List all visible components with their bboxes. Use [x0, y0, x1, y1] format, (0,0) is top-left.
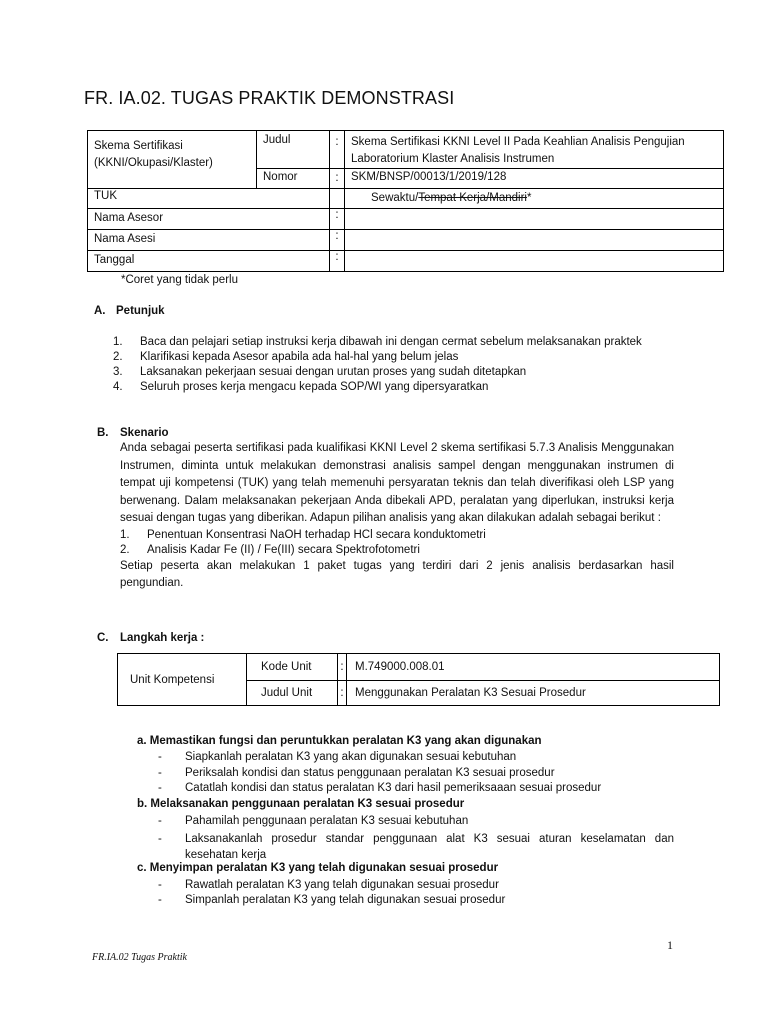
section-b-letter: B. [97, 427, 109, 439]
list-item: 3. Laksanakan pekerjaan sesuai dengan urutan proses yang sudah ditetapkan [113, 366, 527, 378]
list-item: - Periksalah kondisi dan status penggunaan peralatan K3 sesuai prosedur [158, 767, 555, 779]
skema-label-line2: (KKNI/Okupasi/Klaster) [94, 157, 213, 169]
tanggal-label: Tanggal [88, 251, 330, 272]
list-item: 1. Baca dan pelajari setiap instruksi kerja dibawah ini dengan cermat sebelum melaksanakan praktek [113, 336, 642, 348]
scenario-para2: Setiap peserta akan melakukan 1 paket tugas yang terdiri dari 2 jenis analisis berdasarkan hasil pengundian. [120, 559, 674, 589]
asesor-label: Nama Asesor [88, 209, 330, 230]
judul-unit-colon: : [338, 681, 347, 706]
list-item: - Rawatlah peralatan K3 yang telah digunakan sesuai prosedur [158, 879, 499, 891]
nomor-label: Nomor [257, 169, 330, 189]
coret-note: *Coret yang tidak perlu [121, 274, 238, 286]
header-table [87, 130, 724, 272]
list-item: - Pahamilah penggunaan peralatan K3 sesuai kebutuhan [158, 815, 469, 827]
step-b-heading: b. Melaksanakan penggunaan peralatan K3 sesuai prosedur [137, 798, 465, 810]
kode-value: M.749000.008.01 [347, 654, 720, 681]
page-number: 1 [667, 938, 673, 952]
list-item: 2. Analisis Kadar Fe (II) / Fe(III) secara Spektrofotometri [120, 543, 420, 556]
list-item: 2. Klarifikasi kepada Asesor apabila ada hal-hal yang belum jelas [113, 351, 459, 363]
tuk-colon [330, 189, 345, 209]
asesi-colon: : [330, 230, 345, 251]
judul-value-line1: Skema Sertifikasi KKNI Level II Pada Keahlian Analisis Pengujian [351, 136, 685, 148]
nomor-colon: : [330, 169, 345, 189]
section-a-letter: A. [94, 305, 106, 317]
tuk-sewaktu: Sewaktu/ [371, 192, 419, 204]
list-item: - Catatlah kondisi dan status peralatan K3 dari hasil pemeriksaaan sesuai prosedur [158, 782, 602, 794]
tanggal-colon: : [330, 251, 345, 272]
asesor-colon: : [330, 209, 345, 230]
skema-label-line1: Skema Sertifikasi [94, 140, 183, 152]
list-item: - Siapkanlah peralatan K3 yang akan digunakan sesuai kebutuhan [158, 751, 517, 763]
asesor-value [345, 209, 724, 230]
tuk-star: * [526, 192, 532, 204]
tanggal-value [345, 251, 724, 272]
section-c-title: Langkah kerja : [120, 632, 205, 644]
scenario-para1: Anda sebagai peserta sertifikasi pada kualifikasi KKNI Level 2 skema sertifikasi 5.7.3 Analisis Menggunakan Instrumen, diminta untuk melakukan demonstrasi analisis sampel dengan menggunakan instrumen di tempat uji kompetensi (TUK) yang telah memenuhi persyaratan teknis dan telah diverifikasi oleh LSP yang berwenang. Dalam melaksanakan pekerjaan Anda dibekali APD, peralatan yang diperlukan, instruksi kerja sesuai dengan tugas yang diberikan. Adapun pilihan analisis yang akan dilakukan adalah sebagai berikut : [120, 442, 674, 524]
tuk-label: TUK [88, 189, 330, 209]
kode-label: Kode Unit [247, 654, 338, 681]
page-title: FR. IA.02. TUGAS PRAKTIK DEMONSTRASI [84, 88, 455, 108]
asesi-value [345, 230, 724, 251]
judul-label: Judul [257, 131, 330, 169]
step-a-heading: a. Memastikan fungsi dan peruntukkan peralatan K3 yang akan digunakan [137, 735, 542, 747]
step-c-heading: c. Menyimpan peralatan K3 yang telah digunakan sesuai prosedur [137, 862, 499, 874]
section-a-title: Petunjuk [116, 305, 165, 317]
unit-label: Unit Kompetensi [118, 654, 247, 706]
list-item: 1. Penentuan Konsentrasi NaOH terhadap HCl secara konduktometri [120, 528, 486, 541]
list-item: - Laksanakanlah prosedur standar penggunaan alat K3 sesuai aturan keselamatan dan kesehatan kerja [158, 833, 674, 861]
judul-value-line2: Laboratorium Klaster Analisis Instrumen [351, 153, 555, 165]
judul-colon: : [330, 131, 345, 169]
judul-value [345, 131, 724, 169]
asesi-label: Nama Asesi [88, 230, 330, 251]
scenario-text [120, 440, 674, 593]
petunjuk-list [113, 335, 700, 395]
unit-table [117, 653, 720, 706]
judul-unit-label: Judul Unit [247, 681, 338, 706]
kode-colon: : [338, 654, 347, 681]
footer-text: FR.IA.02 Tugas Praktik [92, 952, 187, 963]
tuk-value [345, 189, 724, 209]
tuk-struck: Tempat Kerja/Mandiri [418, 192, 527, 204]
section-b-title: Skenario [120, 427, 169, 439]
nomor-value: SKM/BNSP/00013/1/2019/128 [345, 169, 724, 189]
list-item: 4. Seluruh proses kerja mengacu kepada SOP/WI yang dipersyaratkan [113, 381, 489, 393]
list-item: - Simpanlah peralatan K3 yang telah digunakan sesuai prosedur [158, 894, 506, 906]
section-c-letter: C. [97, 632, 109, 644]
skema-label-cell [88, 131, 257, 189]
judul-unit-value: Menggunakan Peralatan K3 Sesuai Prosedur [347, 681, 720, 706]
